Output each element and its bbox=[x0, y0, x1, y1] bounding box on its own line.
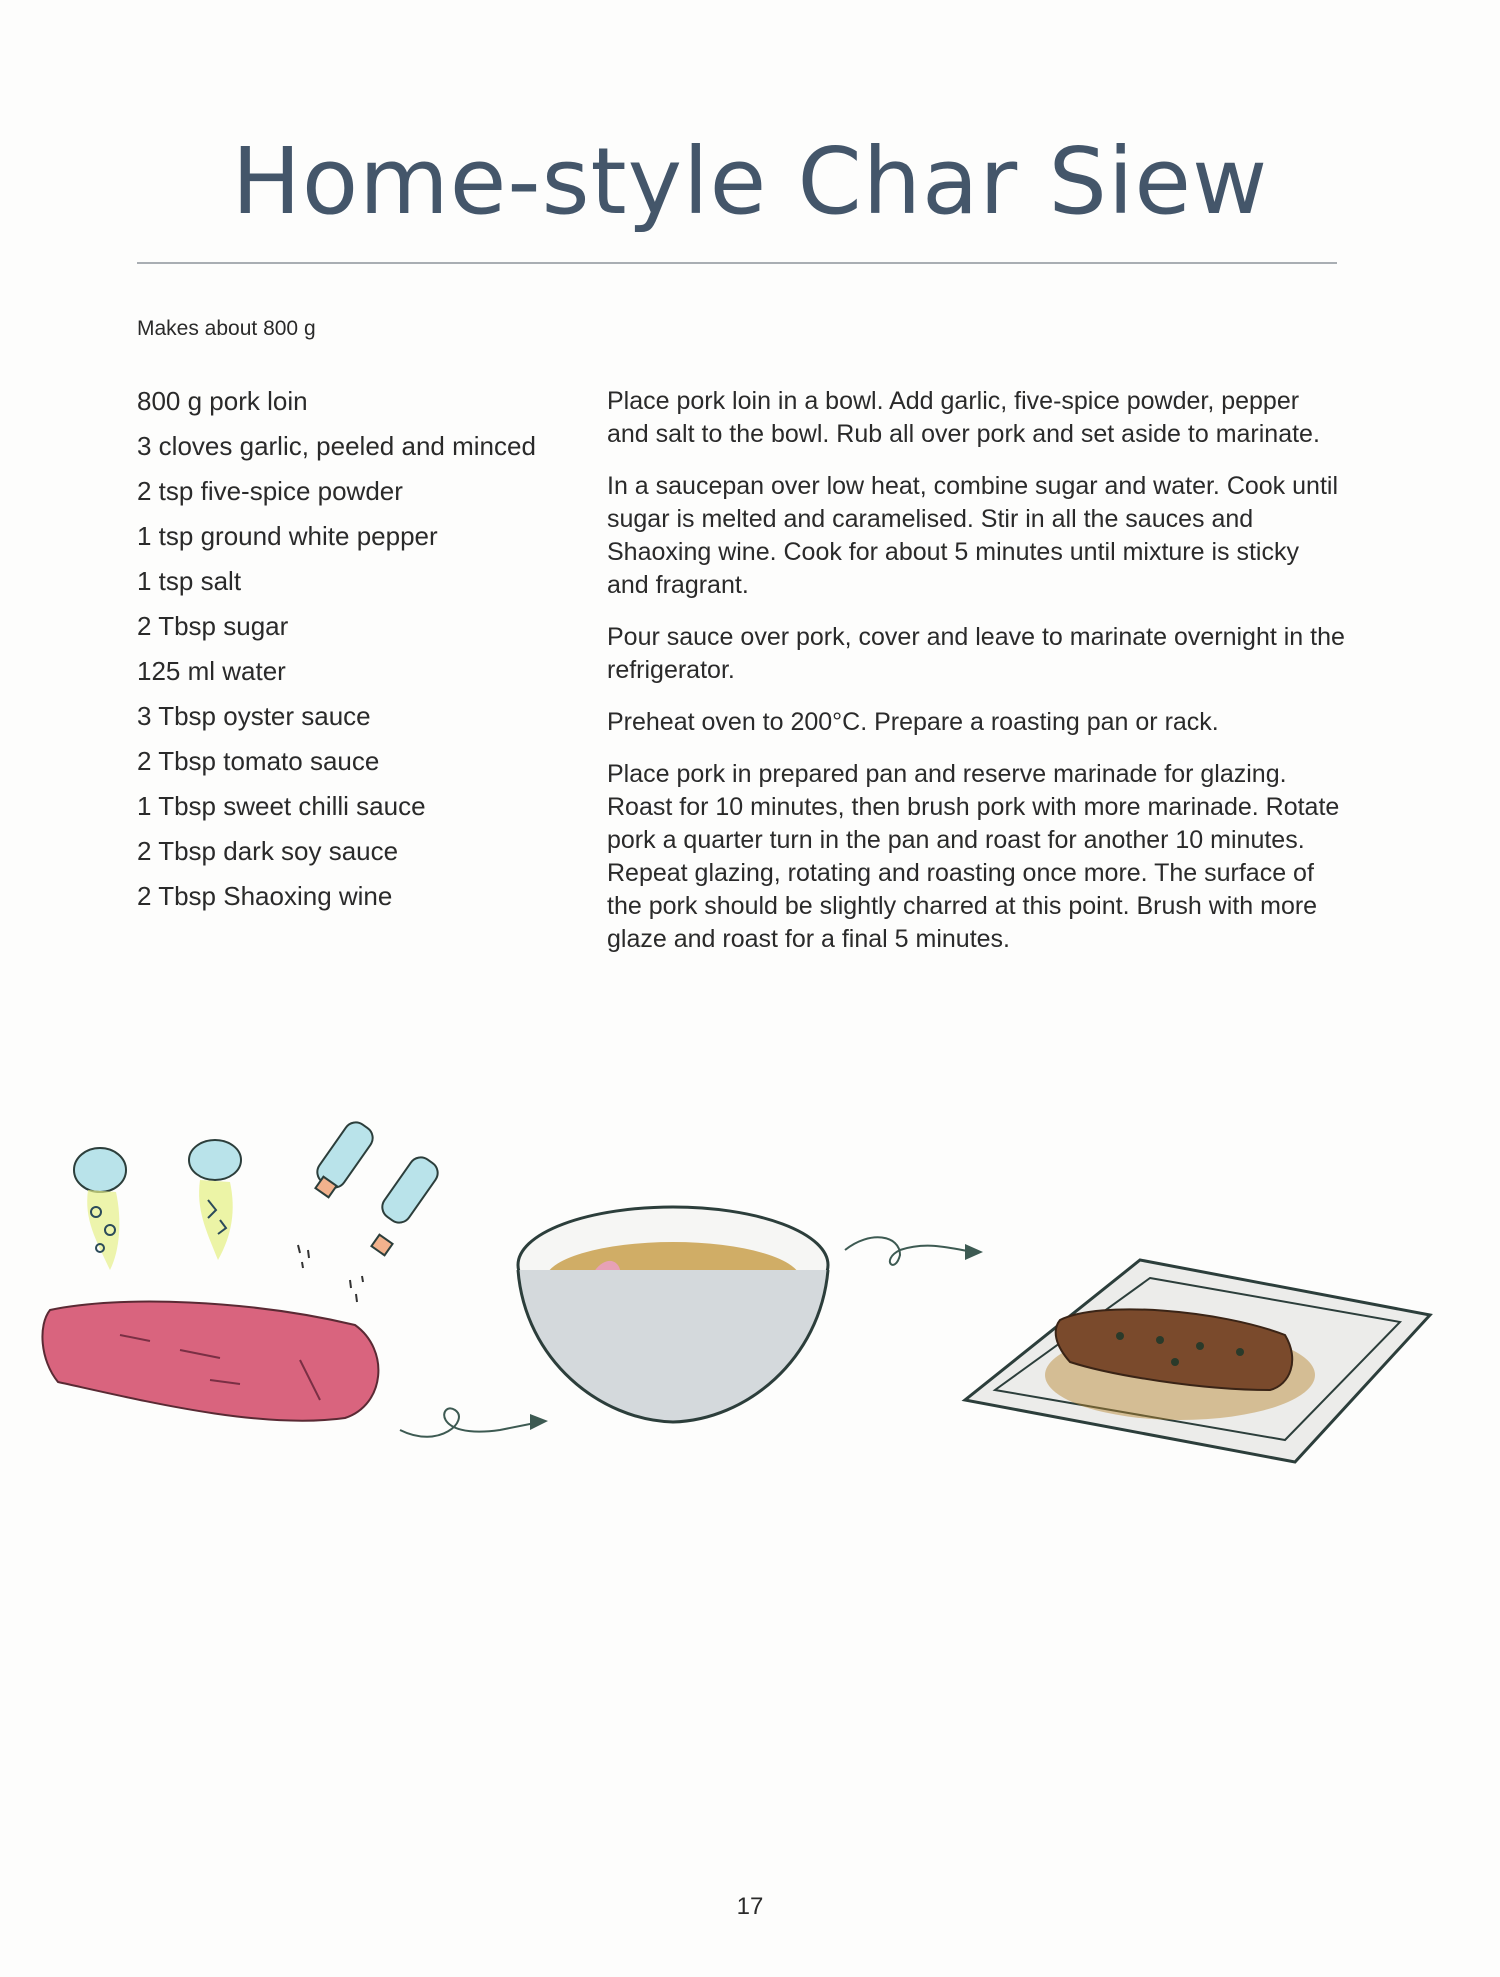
arrow-icon bbox=[845, 1237, 983, 1265]
ingredient-item: 125 ml water bbox=[137, 656, 286, 686]
bowl-icon bbox=[518, 1207, 828, 1422]
ingredient-item: 1 tsp ground white pepper bbox=[137, 521, 438, 551]
ingredient-item: 2 Tbsp Shaoxing wine bbox=[137, 881, 393, 911]
roasting-tray-icon bbox=[965, 1260, 1430, 1462]
title-divider bbox=[137, 262, 1337, 264]
salt-bottle-icon bbox=[350, 1153, 442, 1302]
method-step: In a saucepan over low heat, combine sugar and water. Cook until sugar is melted and caramelised. Stir in all the sauces and Shaoxing wine. Cook for about 5 minutes until mixture is sticky and fragrant. bbox=[607, 472, 1338, 599]
recipe-illustration bbox=[0, 1100, 1500, 1520]
ingredient-item: 3 Tbsp oyster sauce bbox=[137, 701, 371, 731]
pork-loin-icon bbox=[42, 1302, 378, 1421]
ingredient-item: 2 tsp five-spice powder bbox=[137, 476, 403, 506]
five-spice-icon bbox=[189, 1140, 241, 1260]
page-number: 17 bbox=[736, 1893, 764, 1920]
method-step: Place pork loin in a bowl. Add garlic, five-spice powder, pepper and salt to the bowl. Rub all over pork and set aside to marinate. bbox=[607, 387, 1320, 448]
ingredient-item: 2 Tbsp dark soy sauce bbox=[137, 836, 399, 866]
ingredient-item: 3 cloves garlic, peeled and minced bbox=[137, 431, 536, 461]
ingredient-item: 1 Tbsp sweet chilli sauce bbox=[137, 791, 426, 821]
ingredient-item: 800 g pork loin bbox=[137, 386, 308, 416]
arrow-icon bbox=[400, 1408, 548, 1436]
ingredient-item: 1 tsp salt bbox=[137, 566, 242, 596]
ingredient-list bbox=[137, 385, 537, 925]
ingredient-item: 2 Tbsp sugar bbox=[137, 611, 289, 641]
method-step: Pour sauce over pork, cover and leave to marinate overnight in the refrigerator. bbox=[607, 623, 1345, 684]
method-step: Preheat oven to 200°C. Prepare a roasting pan or rack. bbox=[607, 708, 1219, 736]
recipe-yield: Makes about 800 g bbox=[137, 317, 316, 340]
pepper-bottle-icon bbox=[298, 1118, 377, 1268]
garlic-icon bbox=[74, 1148, 126, 1270]
method-steps bbox=[607, 385, 1347, 975]
method-step: Place pork in prepared pan and reserve marinade for glazing. Roast for 10 minutes, then brush pork with more marinade. Rotate pork a quarter turn in the pan and roast for another 10 minutes. Repeat glazing, rotating and roasting once more. The surface of the pork should be slightly charred at this point. Brush with more glaze and roast for a final 5 minutes. bbox=[607, 760, 1340, 953]
ingredient-item: 2 Tbsp tomato sauce bbox=[137, 746, 380, 776]
recipe-title: Home-style Char Siew bbox=[231, 128, 1269, 235]
